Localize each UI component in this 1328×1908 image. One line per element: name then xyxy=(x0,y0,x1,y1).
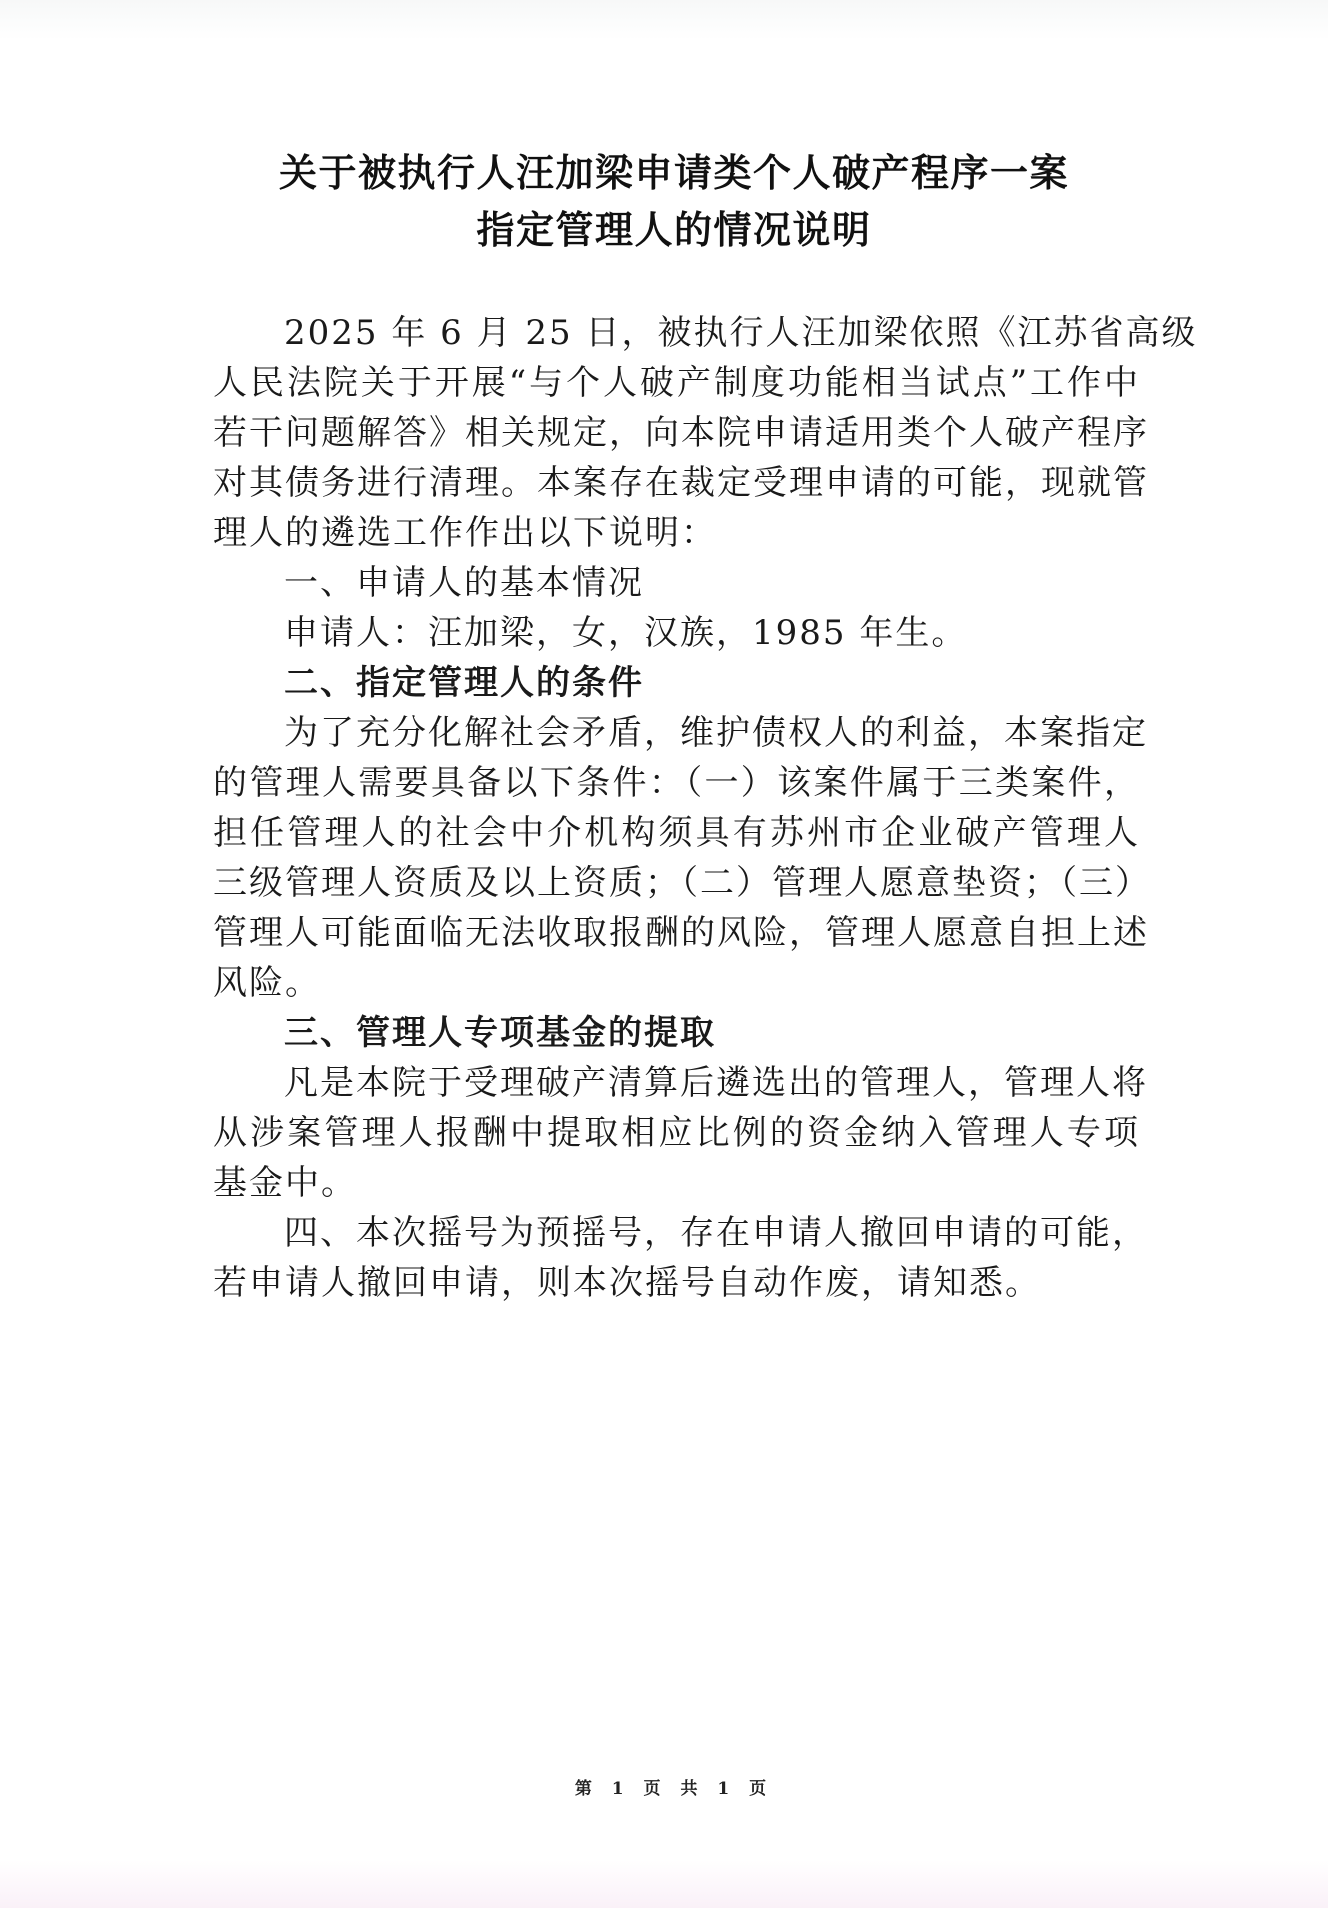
document-body xyxy=(213,308,1198,1308)
body-line: 对其债务进行清理。本案存在裁定受理申请的可能，现就管 xyxy=(213,463,1149,503)
document-title-line-1: 关于被执行人汪加梁申请类个人破产程序一案 xyxy=(278,151,1069,195)
body-line: 凡是本院于受理破产清算后遴选出的管理人，管理人将 xyxy=(284,1063,1148,1103)
body-line: 人民法院关于开展“与个人破产制度功能相当试点”工作中 xyxy=(213,363,1140,403)
section-heading-2: 二、指定管理人的条件 xyxy=(284,663,644,703)
body-line: 若干问题解答》相关规定，向本院申请适用类个人破产程序 xyxy=(213,413,1149,453)
body-line: 基金中。 xyxy=(213,1163,357,1203)
section-heading-3: 三、管理人专项基金的提取 xyxy=(284,1013,716,1053)
body-line-intro: 2025 年 6 月 25 日，被执行人汪加梁依照《江苏省高级 xyxy=(284,313,1198,353)
section-4-line: 四、本次摇号为预摇号，存在申请人撤回申请的可能， xyxy=(284,1213,1148,1253)
applicant-info: 申请人：汪加梁，女，汉族，1985 年生。 xyxy=(284,613,968,653)
body-line: 三级管理人资质及以上资质；（二）管理人愿意垫资；（三） xyxy=(213,863,1151,903)
body-line: 理人的遴选工作作出以下说明： xyxy=(213,513,717,553)
body-line: 若申请人撤回申请，则本次摇号自动作废，请知悉。 xyxy=(213,1263,1041,1303)
body-line: 担任管理人的社会中介机构须具有苏州市企业破产管理人 xyxy=(213,813,1140,853)
body-line: 风险。 xyxy=(213,963,321,1003)
body-line: 管理人可能面临无法收取报酬的风险，管理人愿意自担上述 xyxy=(213,913,1149,953)
body-line: 为了充分化解社会矛盾，维护债权人的利益，本案指定 xyxy=(284,713,1148,753)
section-heading-1: 一、申请人的基本情况 xyxy=(284,563,644,603)
body-line: 从涉案管理人报酬中提取相应比例的资金纳入管理人专项 xyxy=(213,1113,1140,1153)
body-line: 的管理人需要具备以下条件：（一）该案件属于三类案件， xyxy=(213,763,1140,803)
document-title-line-2: 指定管理人的情况说明 xyxy=(476,208,872,252)
page-number-footer: 第 1 页 共 1 页 xyxy=(574,1779,772,1799)
